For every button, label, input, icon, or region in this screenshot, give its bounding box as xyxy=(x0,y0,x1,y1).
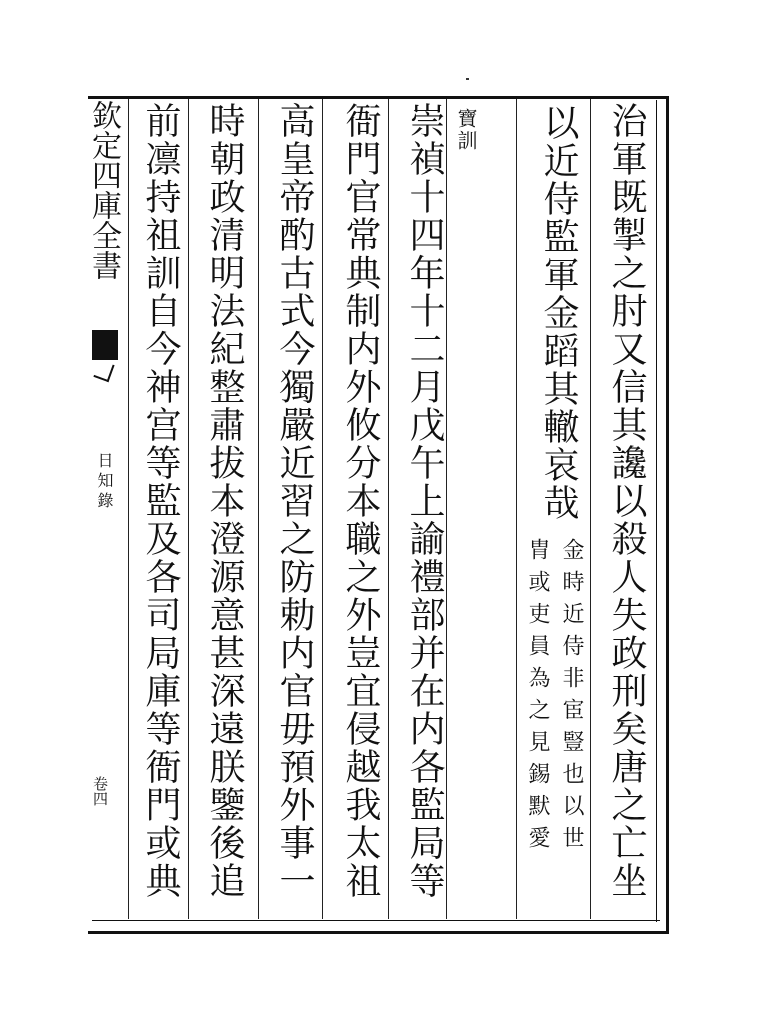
column-rule xyxy=(388,99,389,919)
annotation-column-b: 胄或吏員為之見錫默愛 xyxy=(525,538,550,858)
column-rule xyxy=(188,99,189,919)
volume-number: 卷四 xyxy=(91,776,109,806)
annotation-column-a: 金時近侍非宦豎也以世 xyxy=(559,538,584,858)
column-rule xyxy=(516,99,517,919)
column-rule xyxy=(258,99,259,919)
text-column-2: 以近侍監軍金蹈其轍哀哉 xyxy=(538,104,579,522)
column-rule xyxy=(128,99,129,919)
ink-speck xyxy=(466,78,469,80)
collection-title: 欽定四庫全書 xyxy=(86,100,121,280)
column-rule xyxy=(446,99,447,919)
text-column-1: 治軍既掣之肘又信其讒以殺人失政刑矣唐之亡坐 xyxy=(606,102,647,900)
fishtail-mark xyxy=(92,330,118,360)
book-title: 日知錄 xyxy=(95,452,114,512)
text-column-8: 前凛持祖訓自今神宫等監及各司局庫等衙門或典 xyxy=(140,102,181,900)
frame-inner-rule-bottom xyxy=(92,920,660,921)
column-rule xyxy=(322,99,323,919)
section-heading: 寶訓 xyxy=(454,108,478,152)
text-column-6: 高皇帝酌古式今獨嚴近習之防勅内官毋預外事一 xyxy=(274,102,315,900)
column-rule xyxy=(590,99,591,919)
frame-inner-rule xyxy=(656,100,657,922)
text-column-4: 崇禎十四年十二月戊午上諭禮部并在内各監局等 xyxy=(404,102,445,900)
text-column-7: 時朝政清明法紀整肅拔本澄源意甚深遠朕鑒後追 xyxy=(204,102,245,900)
text-column-5: 衙門官常典制内外攸分本職之外豈宜侵越我太祖 xyxy=(340,102,381,900)
